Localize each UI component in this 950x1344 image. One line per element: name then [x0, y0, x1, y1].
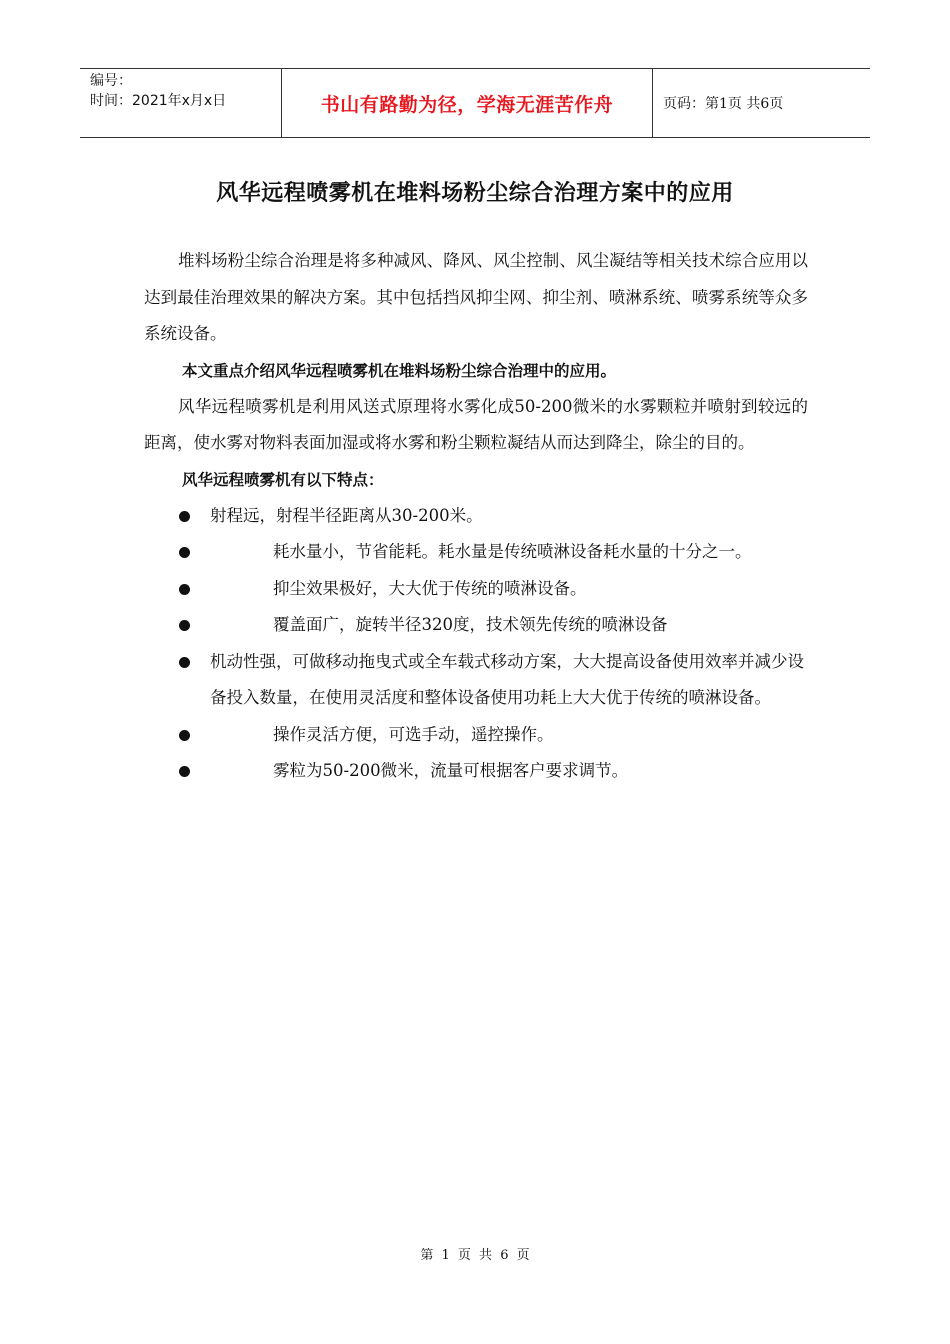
bullet-icon — [179, 498, 199, 535]
list-item-text: 覆盖面广，旋转半径320度，技术领先传统的喷淋设备 — [273, 615, 668, 634]
list-item-text: 雾粒为50-200微米，流量可根据客户要求调节。 — [273, 761, 629, 780]
list-item-text: 抑尘效果极好，大大优于传统的喷淋设备。 — [273, 578, 587, 598]
list-item-text: 射程远，射程半径距离从30-200米。 — [210, 505, 483, 525]
list-item — [144, 571, 808, 608]
bullet-icon — [179, 571, 199, 608]
header-meta — [80, 69, 281, 137]
intro-paragraph: 堆料场粉尘综合治理是将多种减风、降风、风尘控制、风尘凝结等相关技术综合应用以达到最佳治理效果的解决方案。其中包括挡风抑尘网、抑尘剂、喷淋系统、喷雾系统等众多系统设备。 — [144, 251, 808, 343]
time-label: 时间：2021年x月x日 — [90, 93, 227, 109]
document-title: 风华远程喷雾机在堆料场粉尘综合治理方案中的应用 — [216, 181, 734, 206]
bullet-icon — [179, 753, 199, 790]
list-item — [144, 534, 808, 571]
bullet-icon — [179, 534, 199, 571]
list-item — [144, 498, 808, 535]
list-item-text: 机动性强，可做移动拖曳式或全车载式移动方案，大大提高设备使用效率并减少设备投入数量，在使用灵活度和整体设备使用功耗上大大优于传统的喷淋设备。 — [210, 651, 804, 707]
focus-statement: 本文重点介绍风华远程喷雾机在堆料场粉尘综合治理中的应用。 — [182, 361, 617, 380]
list-item — [144, 644, 808, 717]
list-item — [144, 607, 808, 644]
header-motto-cell — [281, 69, 653, 137]
header-table — [80, 68, 870, 138]
list-item-text: 耗水量小，节省能耗。耗水量是传统喷淋设备耗水量的十分之一。 — [273, 542, 752, 561]
features-heading: 风华远程喷雾机有以下特点： — [182, 470, 384, 489]
bullet-icon — [179, 607, 199, 644]
page-footer: 第 1 页 共 6 页 — [420, 1248, 530, 1263]
code-label: 编号： — [90, 73, 132, 89]
description-paragraph: 风华远程喷雾机是利用风送式原理将水雾化成50-200微米的水雾颗粒并喷射到较远的距离，使水雾对物料表面加湿或将水雾和粉尘颗粒凝结从而达到降尘，除尘的目的。 — [144, 396, 808, 452]
list-item — [144, 753, 808, 790]
motto: 书山有路勤为径，学海无涯苦作舟 — [320, 93, 614, 116]
list-item — [144, 717, 808, 754]
bullet-icon — [179, 717, 199, 754]
document-body — [144, 243, 808, 790]
header-page-info: 页码：第1页 共6页 — [663, 96, 784, 112]
list-item-text: 操作灵活方便，可选手动，遥控操作。 — [273, 724, 554, 744]
